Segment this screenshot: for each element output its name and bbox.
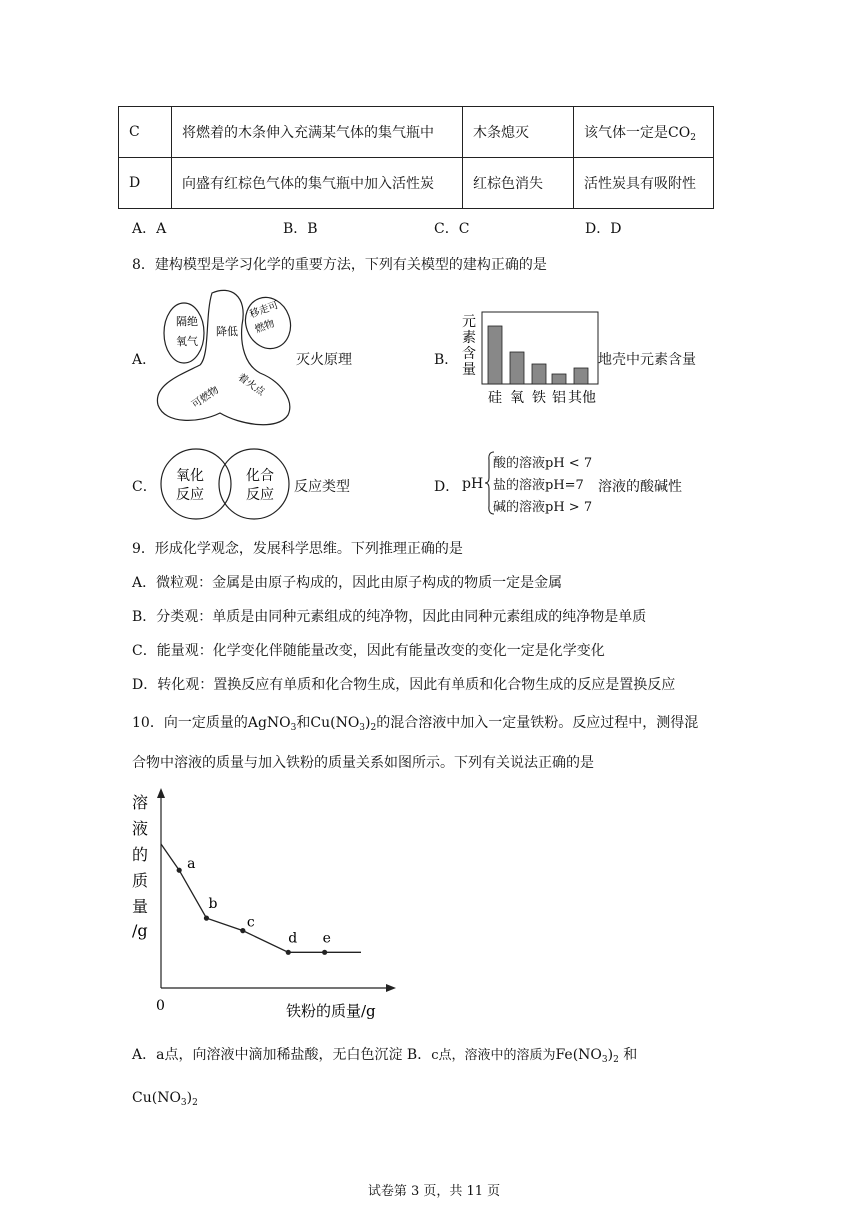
- q10-option-a: A．a点，向溶液中滴加稀盐酸，无白色沉淀 B．: [132, 1047, 432, 1063]
- cat-label: 氧: [510, 390, 524, 406]
- q8-stem: 8．建构模型是学习化学的重要方法，下列有关模型的建构正确的是: [132, 257, 547, 273]
- experiment-table: [118, 106, 714, 209]
- formula-sub: 3: [601, 1055, 608, 1065]
- blob3-line1: 移走可: [248, 299, 281, 321]
- formula-close: ): [365, 715, 371, 731]
- q8-d-label: 溶液的酸碱性: [598, 479, 682, 495]
- bar-silicon: [488, 326, 502, 384]
- formula-agno3: AgNO: [247, 715, 291, 731]
- x-axis-label: 铁粉的质量/g: [286, 1002, 376, 1020]
- bar-oxygen: [510, 352, 524, 384]
- blob2-text: 降低: [216, 325, 238, 338]
- ph-salt: 盐的溶液pH=7: [493, 478, 584, 493]
- cat-label: 硅: [488, 390, 502, 406]
- point-label: b: [208, 896, 218, 913]
- ylabel-char: /g: [132, 921, 148, 940]
- venn-right-circle: [219, 449, 289, 519]
- formula-close: ): [607, 1047, 614, 1063]
- phenomenon-cell: 红棕色消失: [463, 158, 574, 209]
- q10-stem-line1: [132, 712, 698, 733]
- operation-cell: 将燃着的木条伸入充满某气体的集气瓶中: [172, 107, 463, 158]
- q7-option-d: D．D: [585, 221, 622, 237]
- table-row: [119, 158, 714, 209]
- conclusion-cell: 活性炭具有吸附性: [574, 158, 714, 209]
- q8-b-label: 地壳中元素含量: [598, 352, 696, 368]
- page-footer: 试卷第 3 页，共 11 页: [367, 1184, 501, 1199]
- formula-cuno3: Cu(NO: [310, 715, 360, 731]
- formula-cuno3: Cu(NO: [132, 1090, 181, 1106]
- ylabel-char: 的: [132, 845, 149, 864]
- ylabel-char: 量: [132, 897, 149, 916]
- cat-label: 其他: [568, 390, 596, 406]
- ylabel-char: 溶: [132, 793, 149, 812]
- data-point: [204, 916, 209, 921]
- blob3-line2: 燃物: [253, 318, 277, 336]
- origin-label: 0: [156, 998, 165, 1014]
- venn-right-line1: 化合: [246, 468, 274, 484]
- blob-oxygen: [164, 303, 204, 363]
- crust-element-chart: [458, 308, 603, 408]
- ph-base: 碱的溶液pH > 7: [493, 500, 593, 515]
- q9-option-c: C．能量观：化学变化伴随能量改变，因此有能量改变的变化一定是化学变化: [132, 643, 605, 659]
- ylabel-char: 素: [462, 330, 476, 346]
- venn-left-line2: 反应: [176, 487, 204, 503]
- conclusion-cell: [574, 107, 714, 158]
- ph-acid: 酸的溶液pH < 7: [493, 456, 593, 471]
- q9-stem: 9．形成化学观念，发展科学思维。下列推理正确的是: [132, 541, 463, 557]
- q10-and: 和: [296, 715, 311, 731]
- series-group: [161, 844, 361, 955]
- bar-other: [574, 368, 588, 384]
- q8-c-letter: C．: [132, 479, 157, 495]
- ylabel-char: 含: [462, 346, 476, 362]
- q8-d-letter: D．: [434, 479, 460, 495]
- formula-sub: 2: [192, 1098, 198, 1108]
- q9-option-d: D．转化观：置换反应有单质和化合物生成，因此有单质和化合物生成的反应是置换反应: [132, 677, 676, 693]
- point-label: e: [322, 930, 331, 947]
- data-point: [240, 928, 245, 933]
- venn-right-line2: 反应: [246, 487, 274, 503]
- point-label: a: [187, 856, 196, 873]
- cat-label: 铝: [552, 390, 566, 406]
- q10-option-b: c点，溶液中的溶质为: [431, 1048, 556, 1063]
- blob1-line2: 氧气: [176, 335, 198, 348]
- q7-option-c: C．C: [434, 221, 470, 237]
- blob4-line2: 着火点: [235, 371, 267, 399]
- q10-text: 10．向一定质量的: [132, 715, 248, 731]
- venn-left-circle: [161, 449, 231, 519]
- blob4-line1: 可燃物: [190, 384, 222, 411]
- formula-sub: 2: [370, 723, 377, 733]
- cat-label: 铁: [532, 390, 546, 406]
- ylabel-char: 质: [132, 871, 149, 890]
- q8-c-label: 反应类型: [294, 479, 350, 495]
- ylabel-char: 元: [462, 314, 476, 330]
- q7-option-a: A．A: [132, 221, 167, 237]
- formula-close: ): [186, 1090, 193, 1106]
- q10-options-line1: [132, 1044, 637, 1065]
- fire-model-diagram: [150, 285, 300, 431]
- ph-prefix: pH: [462, 476, 484, 492]
- formula-sub: 3: [359, 723, 366, 733]
- bar-iron: [532, 364, 546, 384]
- q8-b-letter: B．: [434, 352, 459, 368]
- formula-feno3: Fe(NO: [555, 1047, 602, 1063]
- q8-a-label: 灭火原理: [296, 352, 352, 368]
- venn-left-line1: 氧化: [176, 468, 204, 484]
- q10-he: 和: [618, 1047, 638, 1063]
- formula-sub: 3: [290, 723, 297, 733]
- data-point: [286, 950, 291, 955]
- operation-cell: 向盛有红棕色气体的集气瓶中加入活性炭: [172, 158, 463, 209]
- bar-aluminum: [552, 374, 566, 384]
- data-point: [177, 868, 182, 873]
- conclusion-text: 该气体一定是CO: [584, 124, 691, 141]
- q9-option-b: B．分类观：单质是由同种元素组成的纯净物，因此由同种元素组成的纯净物是单质: [132, 609, 647, 625]
- ylabel-char: 量: [462, 362, 476, 378]
- phenomenon-cell: 木条熄灭: [463, 107, 574, 158]
- point-label: c: [246, 914, 255, 931]
- point-label: d: [288, 930, 298, 947]
- q8-a-letter: A．: [132, 352, 157, 368]
- blob1-line1: 隔绝: [176, 315, 198, 328]
- q7-option-b: B．B: [283, 221, 318, 237]
- q10-text: 的混合溶液中加入一定量铁粉。反应过程中，测得混: [376, 715, 699, 731]
- row-label: D: [119, 158, 172, 209]
- formula-sub: 2: [613, 1055, 619, 1065]
- conclusion-sub: 2: [690, 132, 696, 143]
- ylabel-char: 液: [132, 819, 149, 838]
- row-label: C: [119, 107, 172, 158]
- solution-mass-chart: [128, 786, 398, 1026]
- q10-stem-line2: 合物中溶液的质量与加入铁粉的质量关系如图所示。下列有关说法正确的是: [132, 755, 594, 771]
- reaction-venn-diagram: [156, 447, 296, 523]
- formula-sub: 3: [180, 1098, 187, 1108]
- table-row: [119, 107, 714, 158]
- data-point: [322, 950, 327, 955]
- y-axis-arrow-icon: [157, 788, 165, 798]
- q10-options-line2: [132, 1090, 198, 1108]
- x-axis-arrow-icon: [386, 984, 396, 992]
- q9-option-a: A．微粒观：金属是由原子构成的，因此由原子构成的物质一定是金属: [132, 575, 563, 591]
